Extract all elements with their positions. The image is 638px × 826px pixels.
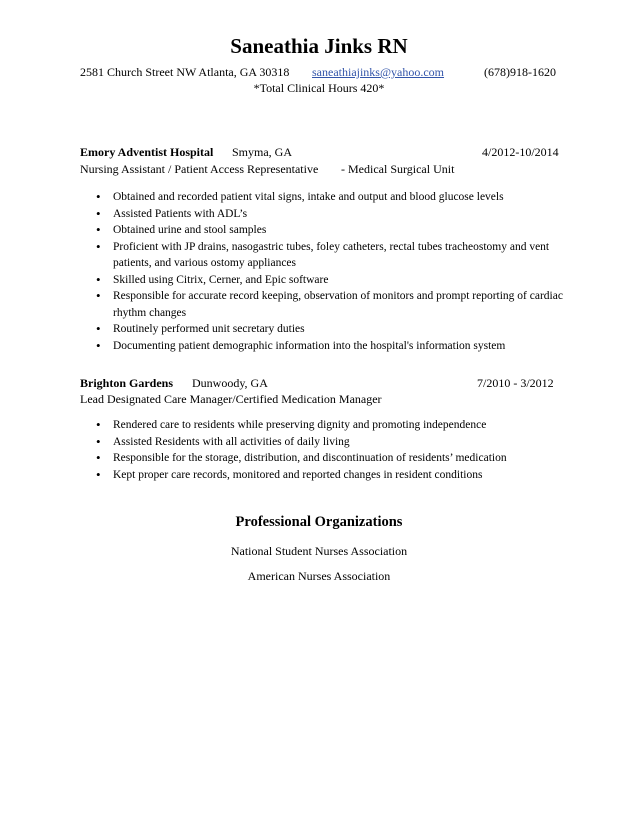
job-1-employer: Emory Adventist Hospital xyxy=(80,145,214,159)
list-item: • Documenting patient demographic information into the hospital's information system xyxy=(96,338,566,355)
job-1-location: Smyma, GA xyxy=(232,145,292,159)
list-item: • Responsible for the storage, distribution, and discontinuation of residents’ medication xyxy=(96,450,566,467)
list-item: • Responsible for accurate record keeping, observation of monitors and prompt reporting of cardiac rhythm changes xyxy=(96,288,566,321)
list-item: • Assisted Residents with all activities of daily living xyxy=(96,434,566,451)
phone-number: (678)918-1620 xyxy=(484,65,556,79)
job-2-dates: 7/2010 - 3/2012 xyxy=(477,376,554,390)
list-item: • Rendered care to residents while preserving dignity and promoting independence xyxy=(96,417,566,434)
job-1-title: Nursing Assistant / Patient Access Representative xyxy=(80,162,319,176)
job-1-dates: 4/2012-10/2014 xyxy=(482,145,559,159)
organizations-title: Professional Organizations xyxy=(235,514,403,530)
list-item: • Kept proper care records, monitored and reported changes in resident conditions xyxy=(96,467,566,484)
list-item: • Obtained and recorded patient vital signs, intake and output and blood glucose levels xyxy=(96,189,566,206)
address: 2581 Church Street NW Atlanta, GA 30318 xyxy=(80,65,290,79)
clinical-hours: *Total Clinical Hours 420* xyxy=(253,81,385,95)
applicant-name: Saneathia Jinks RN xyxy=(230,34,408,58)
list-item: • Skilled using Citrix, Cerner, and Epic software xyxy=(96,272,566,289)
list-item: • Assisted Patients with ADL’s xyxy=(96,206,566,223)
list-item: • Routinely performed unit secretary duties xyxy=(96,321,566,338)
list-item: • Obtained urine and stool samples xyxy=(96,222,566,239)
job-2-duties-list xyxy=(96,417,566,483)
job-1-unit: - Medical Surgical Unit xyxy=(341,162,455,176)
organization-item: American Nurses Association xyxy=(247,569,391,583)
job-2-employer: Brighton Gardens xyxy=(80,376,174,390)
job-2-location: Dunwoody, GA xyxy=(192,376,268,390)
email-link[interactable]: saneathiajinks@yahoo.com xyxy=(312,65,445,79)
list-item: • Proficient with JP drains, nasogastric tubes, foley catheters, rectal tubes tracheostomy and vent patients, and various ostomy appliances xyxy=(96,239,566,272)
organization-item: National Student Nurses Association xyxy=(230,544,408,558)
job-1-duties-list xyxy=(96,189,566,354)
job-2-title: Lead Designated Care Manager/Certified Medication Manager xyxy=(80,392,382,406)
